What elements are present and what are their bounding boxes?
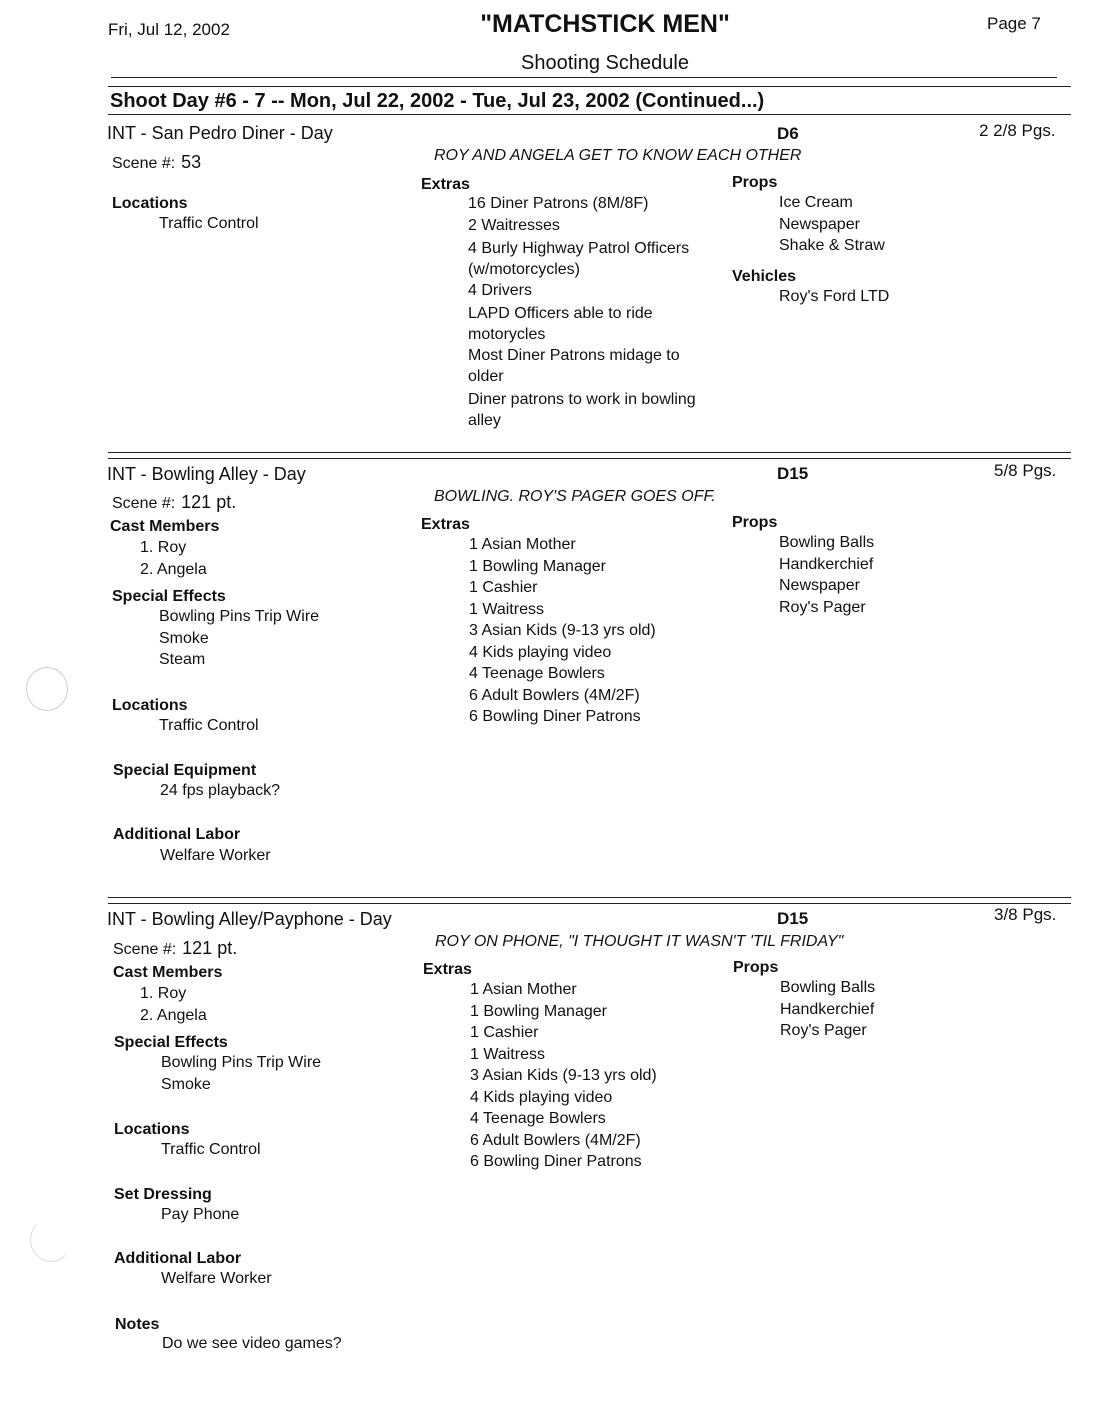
additional-labor-list	[161, 1268, 272, 1290]
props-list	[780, 977, 875, 1042]
scene-number-value: 121 pt.	[181, 492, 237, 512]
list-item: 4 Teenage Bowlers	[470, 1110, 606, 1127]
special-equipment-list	[160, 780, 280, 802]
list-item: Bowling Pins Trip Wire	[161, 1054, 322, 1071]
binder-hole	[26, 667, 68, 711]
special-effects-list	[161, 1052, 321, 1095]
scene-divider	[108, 458, 1071, 459]
section-label-locations: Locations	[114, 1121, 190, 1138]
page-count: 5/8 Pgs.	[994, 461, 1057, 480]
list-item: Shake & Straw	[779, 237, 885, 254]
section-label-extras: Extras	[421, 176, 470, 193]
list-item: Roy's Ford LTD	[779, 288, 890, 305]
scene-number-value: 121 pt.	[182, 938, 238, 958]
header-rule	[111, 77, 1057, 78]
list-item: Traffic Control	[159, 215, 259, 232]
list-item: LAPD Officers able to ride motorycles	[468, 305, 653, 343]
scene-number	[113, 938, 237, 959]
list-item: 2. Angela	[140, 1006, 207, 1024]
list-item: 6 Adult Bowlers (4M/2F)	[470, 1131, 641, 1149]
extras-list	[469, 534, 656, 728]
scene-heading: INT - Bowling Alley - Day	[107, 464, 306, 484]
section-label-special-effects: Special Effects	[114, 1034, 228, 1051]
list-item: 2 Waitresses	[468, 217, 560, 234]
section-label-cast: Cast Members	[110, 518, 220, 535]
props-list	[779, 192, 885, 257]
list-item: 6 Bowling Diner Patrons	[469, 708, 641, 725]
report-subtitle: Shooting Schedule	[521, 52, 689, 74]
scene-number-value: 53	[181, 152, 202, 172]
list-item: 4 Kids playing video	[470, 1088, 613, 1106]
list-item: Pay Phone	[161, 1206, 240, 1223]
scene-synopsis: BOWLING. ROY'S PAGER GOES OFF.	[434, 488, 716, 505]
scene-number-label: Scene #:	[113, 941, 177, 958]
list-item: Roy's Pager	[779, 598, 866, 616]
cast-list	[140, 983, 207, 1026]
list-item: Handkerchief	[780, 1000, 875, 1018]
day-number: D15	[777, 464, 809, 483]
notes-list	[162, 1333, 342, 1355]
cast-list	[140, 537, 207, 580]
scene-synopsis: ROY ON PHONE, "I THOUGHT IT WASN'T 'TIL FRIDAY"	[435, 933, 844, 950]
list-item: 1 Bowling Manager	[470, 1002, 607, 1020]
scene-divider	[108, 897, 1071, 898]
list-item: 1 Bowling Manager	[469, 557, 606, 575]
scene-number	[112, 492, 236, 513]
list-item: Newspaper	[779, 577, 860, 594]
scene-number-label: Scene #:	[112, 155, 176, 172]
list-item: Handkerchief	[779, 555, 874, 573]
list-item: 4 Kids playing video	[469, 643, 612, 661]
list-item: 3 Asian Kids (9-13 yrs old)	[470, 1067, 657, 1084]
list-item: Smoke	[161, 1075, 211, 1093]
page-count: 3/8 Pgs.	[994, 905, 1057, 924]
section-label-additional-labor: Additional Labor	[113, 826, 241, 843]
extras-list	[470, 979, 657, 1173]
section-label-locations: Locations	[112, 195, 188, 212]
section-label-locations: Locations	[112, 697, 188, 714]
list-item: Bowling Balls	[779, 534, 875, 551]
scene-synopsis: ROY AND ANGELA GET TO KNOW EACH OTHER	[434, 147, 802, 164]
section-label-notes: Notes	[115, 1316, 160, 1333]
list-item: 1 Asian Mother	[469, 536, 576, 553]
list-item: Bowling Pins Trip Wire	[159, 608, 320, 625]
scene-heading: INT - San Pedro Diner - Day	[107, 123, 333, 143]
list-item: 1 Waitress	[469, 600, 544, 618]
list-item: 1 Cashier	[470, 1024, 539, 1041]
locations-list	[161, 1139, 261, 1161]
list-item: Smoke	[159, 629, 209, 647]
list-item: Most Diner Patrons midage to older	[468, 347, 680, 385]
page-count: 2 2/8 Pgs.	[979, 121, 1056, 140]
list-item: Newspaper	[779, 215, 860, 233]
section-label-cast: Cast Members	[113, 964, 223, 981]
section-label-vehicles: Vehicles	[732, 268, 797, 285]
section-label-special-equipment: Special Equipment	[113, 762, 257, 779]
list-item: Steam	[159, 651, 206, 668]
section-label-additional-labor: Additional Labor	[114, 1250, 242, 1267]
list-item: 16 Diner Patrons (8M/8F)	[468, 195, 649, 212]
list-item: 6 Adult Bowlers (4M/2F)	[469, 686, 640, 704]
list-item: Do we see video games?	[162, 1335, 342, 1352]
scene-divider	[108, 452, 1071, 453]
props-list	[779, 532, 874, 618]
list-item: Traffic Control	[161, 1141, 261, 1158]
list-item: 4 Burly Highway Patrol Officers (w/motorcycles)	[468, 240, 690, 278]
list-item: Bowling Balls	[780, 979, 876, 996]
locations-list	[159, 715, 259, 737]
list-item: 1 Cashier	[469, 579, 538, 596]
list-item: 3 Asian Kids (9-13 yrs old)	[469, 622, 656, 639]
header-rule-2	[108, 86, 1071, 87]
binder-hole	[30, 1218, 72, 1262]
scene-number-label: Scene #:	[112, 495, 176, 512]
list-item: Roy's Pager	[780, 1022, 867, 1039]
scene-number	[112, 152, 201, 173]
page-number: Page 7	[987, 14, 1041, 33]
list-item: Traffic Control	[159, 717, 259, 734]
list-item: 1 Waitress	[470, 1045, 545, 1063]
list-item: 6 Bowling Diner Patrons	[470, 1153, 642, 1170]
list-item: Welfare Worker	[160, 847, 271, 864]
section-label-set-dressing: Set Dressing	[114, 1186, 212, 1203]
section-label-extras: Extras	[421, 516, 470, 533]
list-item: Welfare Worker	[161, 1270, 272, 1287]
day-number: D15	[777, 909, 809, 928]
list-item: Diner patrons to work in bowling alley	[468, 391, 696, 429]
scene-heading: INT - Bowling Alley/Payphone - Day	[107, 909, 392, 929]
list-item: 2. Angela	[140, 560, 207, 578]
section-label-props: Props	[733, 959, 779, 976]
vehicles-list	[779, 286, 889, 308]
list-item: 4 Teenage Bowlers	[469, 665, 605, 682]
section-label-extras: Extras	[423, 961, 472, 978]
list-item: 1 Asian Mother	[470, 981, 577, 998]
special-effects-list	[159, 606, 319, 671]
list-item: 1. Roy	[140, 539, 187, 556]
shoot-day-heading: Shoot Day #6 - 7 -- Mon, Jul 22, 2002 - Tue, Jul 23, 2002 (Continued...)	[110, 90, 765, 112]
list-item: Ice Cream	[779, 194, 853, 211]
scene-divider	[108, 903, 1071, 904]
locations-list	[159, 213, 259, 235]
set-dressing-list	[161, 1204, 239, 1226]
section-label-props: Props	[732, 514, 778, 531]
report-date: Fri, Jul 12, 2002	[108, 20, 230, 39]
day-number: D6	[777, 124, 799, 143]
list-item: 24 fps playback?	[160, 782, 281, 799]
section-label-special-effects: Special Effects	[112, 588, 226, 605]
section-label-props: Props	[732, 174, 778, 191]
list-item: 4 Drivers	[468, 282, 533, 299]
shoot-day-rule	[108, 114, 1071, 115]
list-item: 1. Roy	[140, 985, 187, 1002]
production-title: "MATCHSTICK MEN"	[480, 10, 730, 38]
additional-labor-list	[160, 845, 271, 867]
